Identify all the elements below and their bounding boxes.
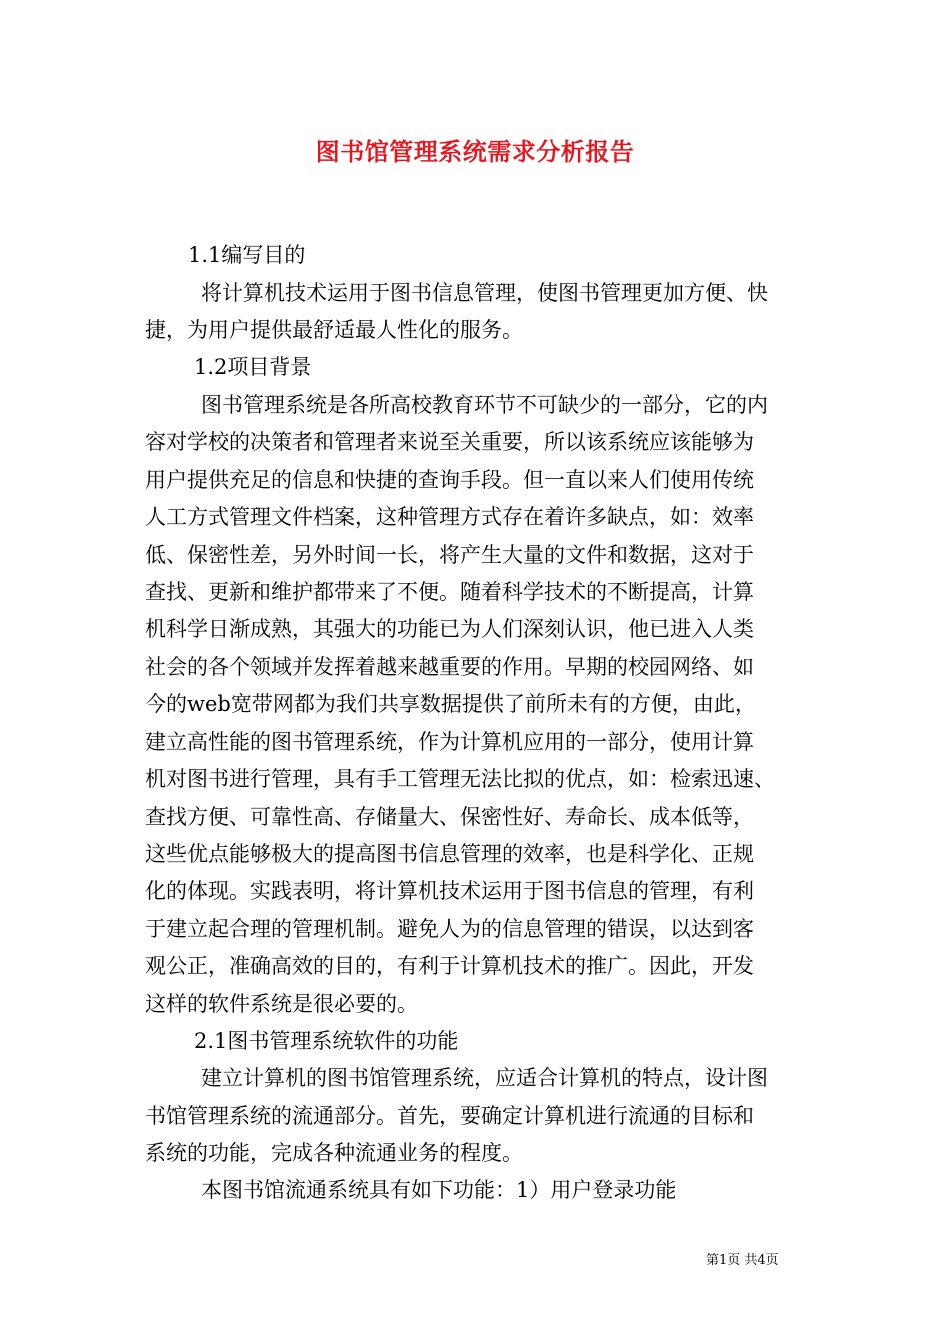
- paragraph-line: 系统的功能，完成各种流通业务的程度。: [145, 1141, 523, 1165]
- paragraph-line: 社会的各个领域并发挥着越来越重要的作用。早期的校园网络、如: [145, 655, 754, 679]
- paragraph-line: 将计算机技术运用于图书信息管理，使图书管理更加方便、快: [201, 281, 768, 305]
- paragraph-line: 图书管理系统是各所高校教育环节不可缺少的一部分，它的内: [201, 393, 768, 417]
- paragraph-line: 容对学校的决策者和管理者来说至关重要，所以该系统应该能够为: [145, 430, 754, 454]
- paragraph-line: 今的web宽带网都为我们共享数据提供了前所未有的方便，由此，: [145, 692, 756, 716]
- page-number: 第1页 共4页: [706, 1253, 779, 1268]
- paragraph-line: 本图书馆流通系统具有如下功能：1）用户登录功能: [201, 1178, 677, 1202]
- section-heading-1-1: 1.1编写目的: [188, 243, 306, 267]
- paragraph-line: 捷，为用户提供最舒适最人性化的服务。: [145, 318, 523, 342]
- paragraph-line: 建立高性能的图书管理系统，作为计算机应用的一部分，使用计算: [145, 730, 754, 754]
- paragraph-line: 观公正，准确高效的目的，有利于计算机技术的推广。因此，开发: [145, 954, 754, 978]
- section-heading-2-1: 2.1图书管理系统软件的功能: [194, 1029, 459, 1053]
- paragraph-line: 机对图书进行管理，具有手工管理无法比拟的优点，如：检索迅速、: [145, 767, 775, 791]
- paragraph-line: 低、保密性差，另外时间一长，将产生大量的文件和数据，这对于: [145, 543, 754, 567]
- paragraph-line: 用户提供充足的信息和快捷的查询手段。但一直以来人们使用传统: [145, 468, 754, 492]
- paragraph-line: 查找方便、可靠性高、存储量大、保密性好、寿命长、成本低等，: [145, 805, 754, 829]
- paragraph-line: 于建立起合理的管理机制。避免人为的信息管理的错误，以达到客: [145, 917, 754, 941]
- paragraph-line: 机科学日渐成熟，其强大的功能已为人们深刻认识，他已进入人类: [145, 617, 754, 641]
- paragraph-line: 书馆管理系统的流通部分。首先，要确定计算机进行流通的目标和: [145, 1104, 754, 1128]
- paragraph-line: 查找、更新和维护都带来了不便。随着科学技术的不断提高，计算: [145, 580, 754, 604]
- section-heading-1-2: 1.2项目背景: [194, 355, 312, 379]
- paragraph-line: 这样的软件系统是很必要的。: [145, 992, 418, 1016]
- paragraph-line: 建立计算机的图书馆管理系统，应适合计算机的特点，设计图: [201, 1066, 768, 1090]
- paragraph-line: 人工方式管理文件档案，这种管理方式存在着许多缺点，如：效率: [145, 505, 754, 529]
- page-title: 图书馆管理系统需求分析报告: [315, 137, 635, 166]
- paragraph-line: 这些优点能够极大的提高图书信息管理的效率，也是科学化、正规: [145, 842, 754, 866]
- paragraph-line: 化的体现。实践表明，将计算机技术运用于图书信息的管理，有利: [145, 879, 754, 903]
